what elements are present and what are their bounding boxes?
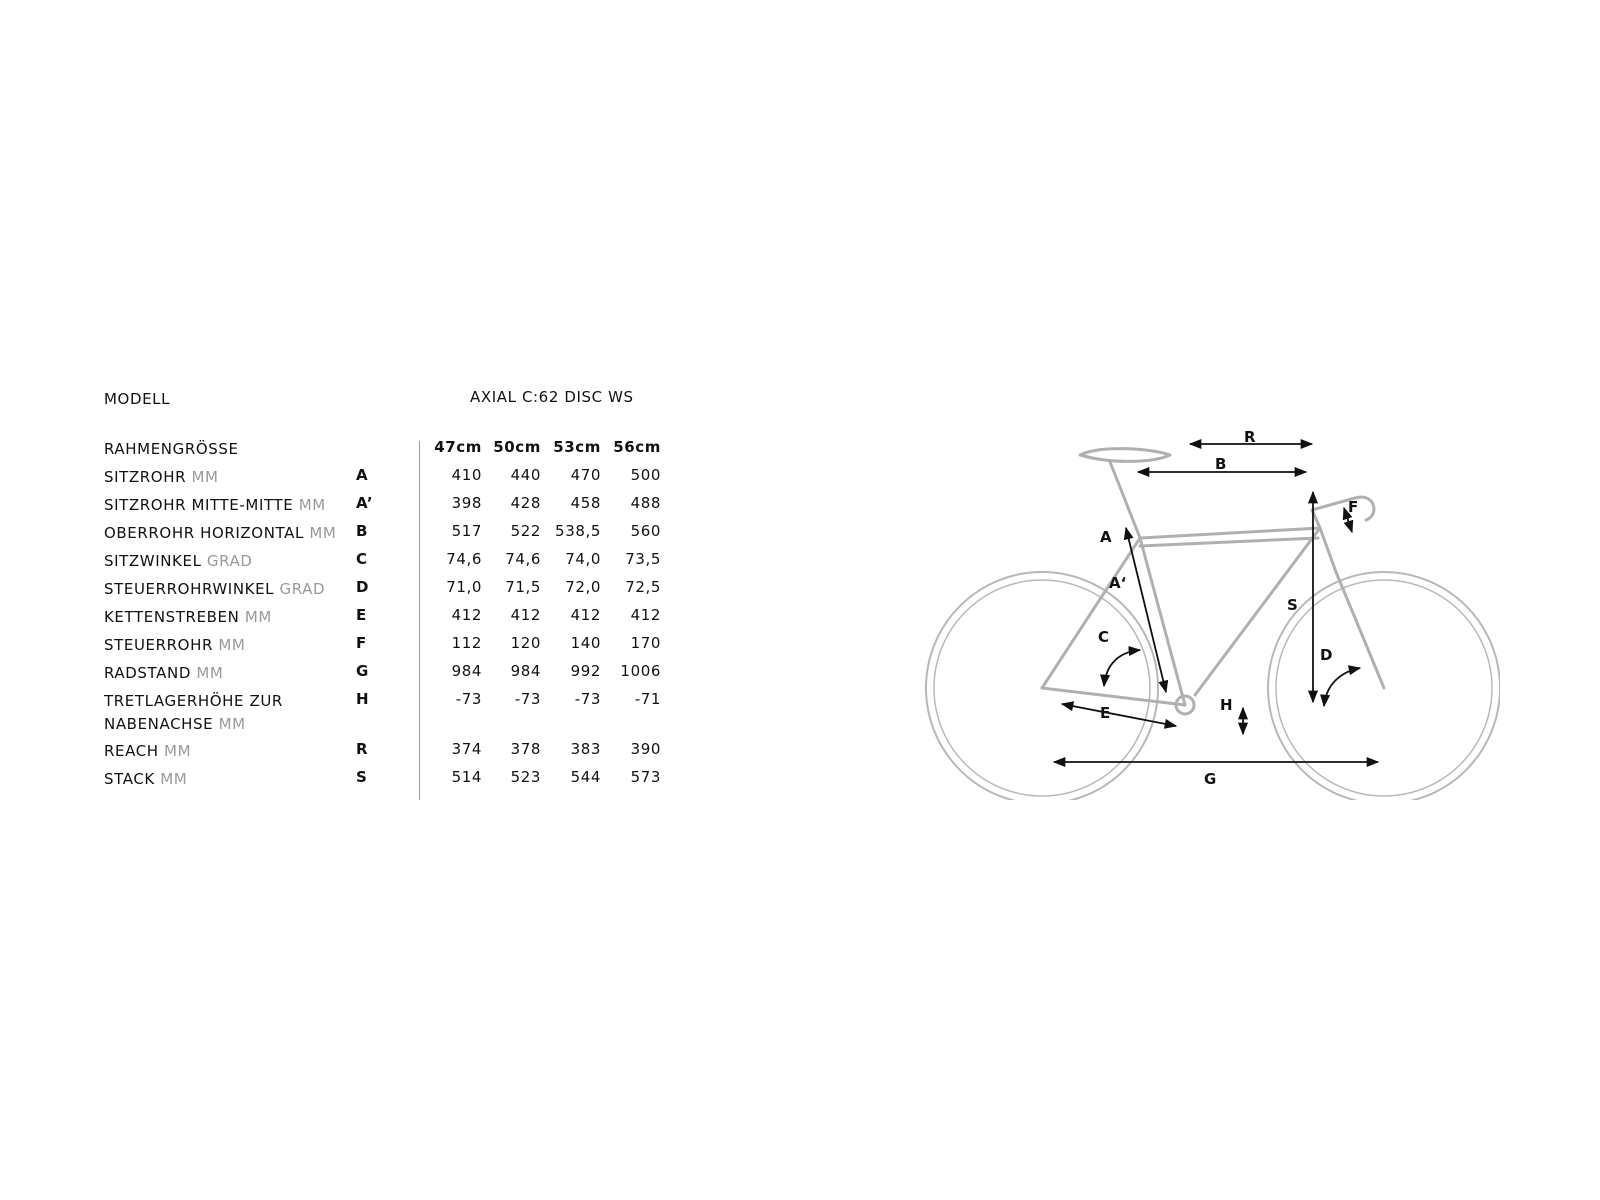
row-key: G [356,662,369,680]
row-value: 374 [451,740,482,758]
row-value: -73 [574,690,601,708]
row-unit: GRAD [279,580,326,598]
dimension-label-f: F [1348,498,1359,516]
row-value: 378 [510,740,541,758]
dimension-label-s: S [1287,596,1298,614]
row-value: 514 [451,768,482,786]
frame-size-label: RAHMENGRÖSSE [104,440,239,458]
row-value: 74,6 [446,550,482,568]
seat-tube [1118,482,1185,705]
row-label-text: OBERROHR HORIZONTAL [104,524,304,542]
dimension-label-d: D [1320,646,1333,664]
row-value: 112 [451,634,482,652]
bike-wheels [926,572,1500,800]
row-label [104,634,344,657]
dimension-labels [1098,428,1358,788]
row-value: 522 [510,522,541,540]
bike-frame [1042,449,1384,714]
table-divider [419,441,420,800]
row-label [104,768,344,791]
dimension-label-g: G [1204,770,1217,788]
bike-geometry-diagram [900,420,1500,800]
row-label [104,578,344,601]
dimension-arrow-e [1062,704,1176,726]
row-unit: MM [218,715,246,733]
row-value: 517 [451,522,482,540]
frame-size-header: 56cm [613,438,661,456]
row-value: 992 [570,662,601,680]
row-unit: MM [298,496,326,514]
row-label-text: KETTENSTREBEN [104,608,240,626]
row-key: A [356,466,369,484]
row-label-text: STEUERROHRWINKEL [104,580,275,598]
row-value: 560 [630,522,661,540]
row-unit: MM [218,636,246,654]
row-key: D [356,578,370,596]
row-label-text: REACH [104,742,159,760]
row-value: 120 [510,634,541,652]
row-unit: MM [196,664,224,682]
row-value: 390 [630,740,661,758]
row-value: -73 [514,690,541,708]
dimension-label-b: B [1215,455,1227,473]
row-key: H [356,690,370,708]
row-label [104,662,344,685]
row-value: 398 [451,494,482,512]
row-value: 523 [510,768,541,786]
row-label [104,690,344,736]
row-label-text: SITZWINKEL [104,552,202,570]
chain-stay [1042,688,1185,705]
model-name: AXIAL C:62 DISC WS [470,388,634,406]
row-value: 538,5 [555,522,601,540]
head-tube [1320,528,1336,572]
angle-arrow-c [1104,650,1140,686]
row-unit: MM [309,524,337,542]
frame-size-header: 50cm [493,438,541,456]
row-label-text: SITZROHR [104,468,187,486]
row-value: 1006 [620,662,661,680]
row-label [104,494,344,517]
handlebar [1312,497,1374,528]
row-value: -73 [455,690,482,708]
row-value: 74,0 [565,550,601,568]
row-label [104,466,344,489]
row-value: 984 [451,662,482,680]
frame-size-header: 47cm [434,438,482,456]
row-label [104,606,344,629]
dimension-label-c: C [1098,628,1110,646]
row-key: F [356,634,367,652]
row-value: 470 [570,466,601,484]
row-label-text: TRETLAGERHÖHE ZUR [104,692,283,710]
dimension-label-r: R [1244,428,1256,446]
row-value: 440 [510,466,541,484]
row-key: S [356,768,368,786]
row-value: 412 [451,606,482,624]
row-unit: MM [164,742,192,760]
row-unit: GRAD [206,552,253,570]
row-label-text: SITZROHR MITTE-MITTE [104,496,294,514]
dimension-label-a-prime: A‘ [1109,574,1127,592]
row-key: R [356,740,369,758]
row-value: -71 [634,690,661,708]
angle-arrow-d [1324,668,1360,706]
seat-post [1110,462,1118,482]
row-value: 74,6 [505,550,541,568]
dimension-label-e: E [1100,704,1111,722]
row-value: 71,0 [446,578,482,596]
row-key: C [356,550,368,568]
row-unit: MM [160,770,188,788]
row-label-text: STEUERROHR [104,636,213,654]
row-value: 72,0 [565,578,601,596]
row-value: 383 [570,740,601,758]
row-unit: MM [191,468,219,486]
row-value: 458 [570,494,601,512]
row-value: 71,5 [505,578,541,596]
row-value: 428 [510,494,541,512]
row-value: 410 [451,466,482,484]
row-label [104,740,344,763]
row-value: 984 [510,662,541,680]
row-value: 488 [630,494,661,512]
row-label-text-line2: NABENACHSE [104,715,214,733]
row-key: E [356,606,367,624]
row-value: 170 [630,634,661,652]
fork [1336,572,1384,688]
saddle [1080,449,1170,462]
row-value: 412 [510,606,541,624]
frame-size-header: 53cm [553,438,601,456]
row-value: 72,5 [625,578,661,596]
dimension-label-a: A [1100,528,1112,546]
row-key: B [356,522,369,540]
seat-stay [1042,538,1140,688]
row-label [104,550,344,573]
row-value: 73,5 [625,550,661,568]
row-label-text: STACK [104,770,155,788]
row-key: A’ [356,494,374,512]
row-value: 544 [570,768,601,786]
row-label [104,522,344,545]
row-value: 573 [630,768,661,786]
dimension-label-h: H [1220,696,1233,714]
row-unit: MM [244,608,272,626]
row-value: 412 [630,606,661,624]
model-label: MODELL [104,390,171,408]
row-label-text: RADSTAND [104,664,191,682]
row-value: 140 [570,634,601,652]
top-tube-lower [1140,538,1318,546]
row-value: 500 [630,466,661,484]
top-tube [1140,528,1320,538]
row-value: 412 [570,606,601,624]
down-tube [1195,528,1320,695]
